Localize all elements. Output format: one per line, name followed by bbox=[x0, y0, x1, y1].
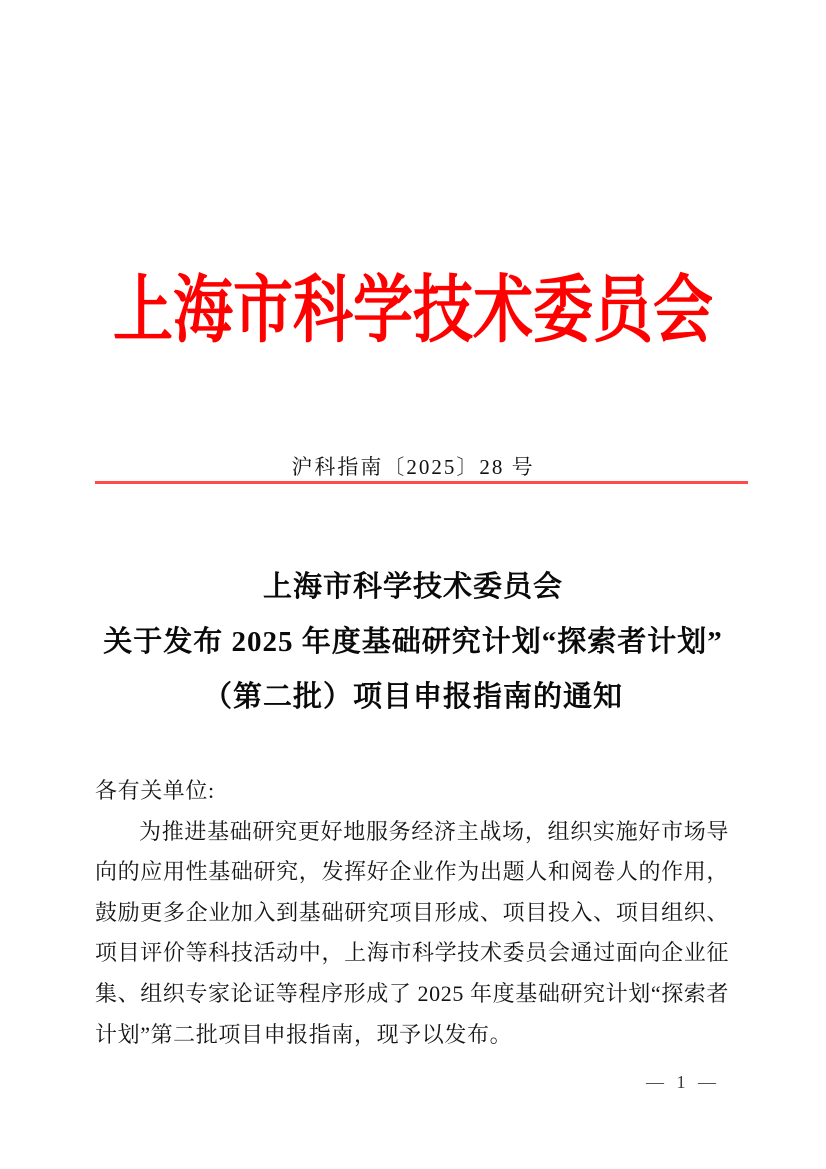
red-divider-line bbox=[95, 481, 748, 484]
notice-title-line-1: 上海市科学技术委员会 bbox=[262, 571, 563, 603]
notice-title-line-3: （第二批）项目申报指南的通知 bbox=[202, 681, 623, 713]
body-paragraph: 为推进基础研究更好地服务经济主战场，组织实施好市场导向的应用性基础研究，发挥好企业作为出题人和阅卷人的作用，鼓励更多企业加入到基础研究项目形成、项目投入、项目组织、项目评价等科技活动中，上海市科学技术委员会通过面向企业征集、组织专家论证等程序形成了 2025 年度基础研究计划“探索者计划”第二批项目申报指南，现予以发布。 bbox=[95, 818, 729, 1047]
salutation: 各有关单位: bbox=[95, 778, 215, 803]
document-number: 沪科指南〔2025〕28 号 bbox=[291, 455, 535, 479]
notice-title-line-2: 关于发布 2025 年度基础研究计划“探索者计划” bbox=[103, 626, 723, 658]
document-body bbox=[95, 771, 729, 1055]
page-number: — 1 — bbox=[646, 1072, 720, 1092]
notice-title bbox=[60, 560, 766, 725]
letterhead-title: 上海市科学技术委员会 bbox=[113, 270, 713, 351]
